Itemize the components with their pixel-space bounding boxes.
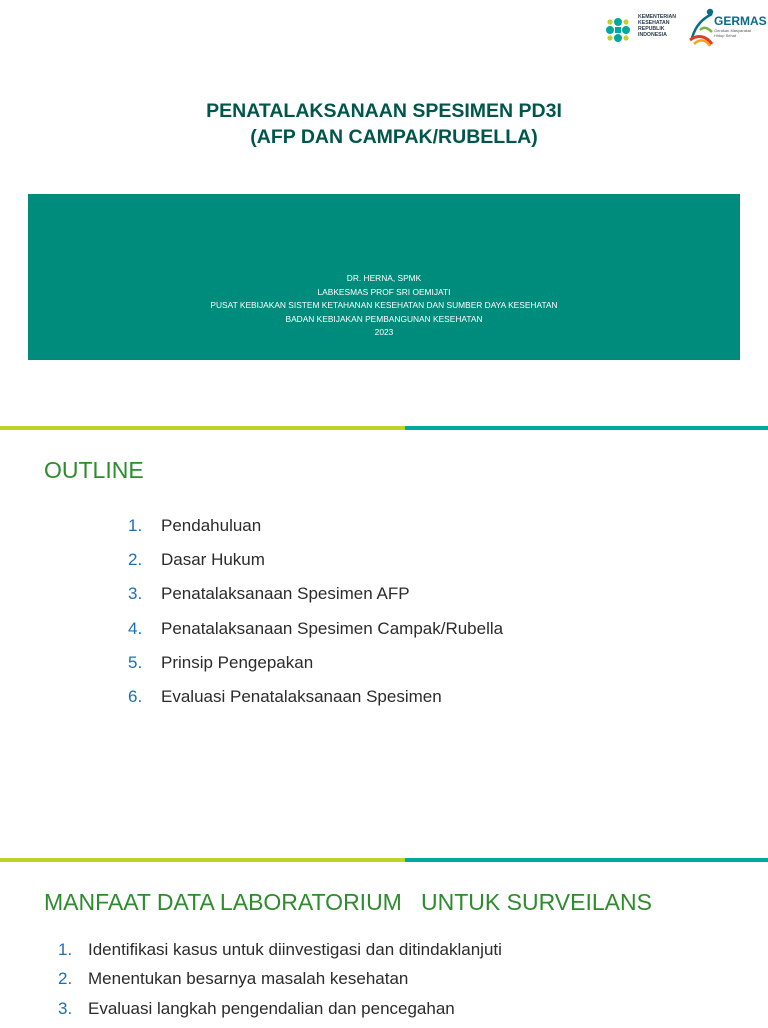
accent-bar-teal [405,858,768,862]
item-text: Dasar Hukum [161,550,265,570]
center-name: PUSAT KEBIJAKAN SISTEM KETAHANAN KESEHATAN DAN SUMBER DAYA KESEHATAN [210,300,558,310]
outline-slide [0,432,768,862]
item-number: 6. [128,686,143,706]
item-text: Penatalaksanaan Spesimen Campak/Rubella [161,618,504,638]
outline-list [128,516,503,721]
list-item [58,940,502,969]
agency-name: BADAN KEBIJAKAN PEMBANGUNAN KESEHATAN [285,313,483,324]
title-line-2: (AFP DAN CAMPAK/RUBELLA) [250,126,538,148]
list-item [128,653,503,687]
top-accent-bar [0,426,768,430]
benefits-heading: MANFAAT DATA LABORATORIUM UNTUK SURVEILANS [44,889,652,915]
year: 2023 [374,327,394,337]
item-number: 1. [128,516,143,535]
credits-block [28,272,740,340]
kemenkes-logo-text: KEMENTERIAN KESEHATAN REPUBLIK INDONESIA [638,14,677,38]
list-item [128,584,503,618]
author-name: DR. HERNA, SPMK [346,273,422,283]
item-text: Menentukan besarnya masalah kesehatan [88,969,409,989]
title-slide [0,0,768,430]
item-text: Identifikasi kasus untuk diinvestigasi dan ditindaklanjuti [88,940,502,959]
germas-wordmark: GERMAS [714,14,767,28]
accent-bar-green [0,858,405,862]
title-line-1: PENATALAKSANAAN SPESIMEN PD3I [206,100,562,122]
item-number: 3. [58,998,73,1018]
list-item [128,550,503,584]
accent-bar-teal [405,426,768,430]
item-number: 3. [128,584,143,604]
item-text: Evaluasi Penatalaksanaan Spesimen [161,686,442,706]
list-item [58,969,502,998]
outline-heading: OUTLINE [44,457,144,483]
accent-bar-green [0,426,405,430]
list-item [58,999,502,1028]
list-item [128,516,503,550]
presentation-title [0,98,768,150]
item-number: 5. [128,652,143,672]
institution: LABKESMAS PROF SRI OEMIJATI [317,286,451,297]
item-number: 2. [58,969,73,989]
item-text: Prinsip Pengepakan [161,652,314,672]
top-accent-bar [0,858,768,862]
item-number: 4. [128,618,143,638]
item-number: 2. [128,550,143,570]
benefits-slide [0,864,768,1024]
item-number: 1. [58,940,73,959]
item-text: Penatalaksanaan Spesimen AFP [161,584,410,604]
item-text: Pendahuluan [161,516,262,535]
list-item [128,619,503,653]
list-item [128,687,503,721]
germas-tagline: Gerakan Masyarakat Hidup Sehat [714,28,752,38]
item-text: Evaluasi langkah pengendalian dan pencegahan [88,998,455,1018]
benefits-list [58,940,502,1028]
